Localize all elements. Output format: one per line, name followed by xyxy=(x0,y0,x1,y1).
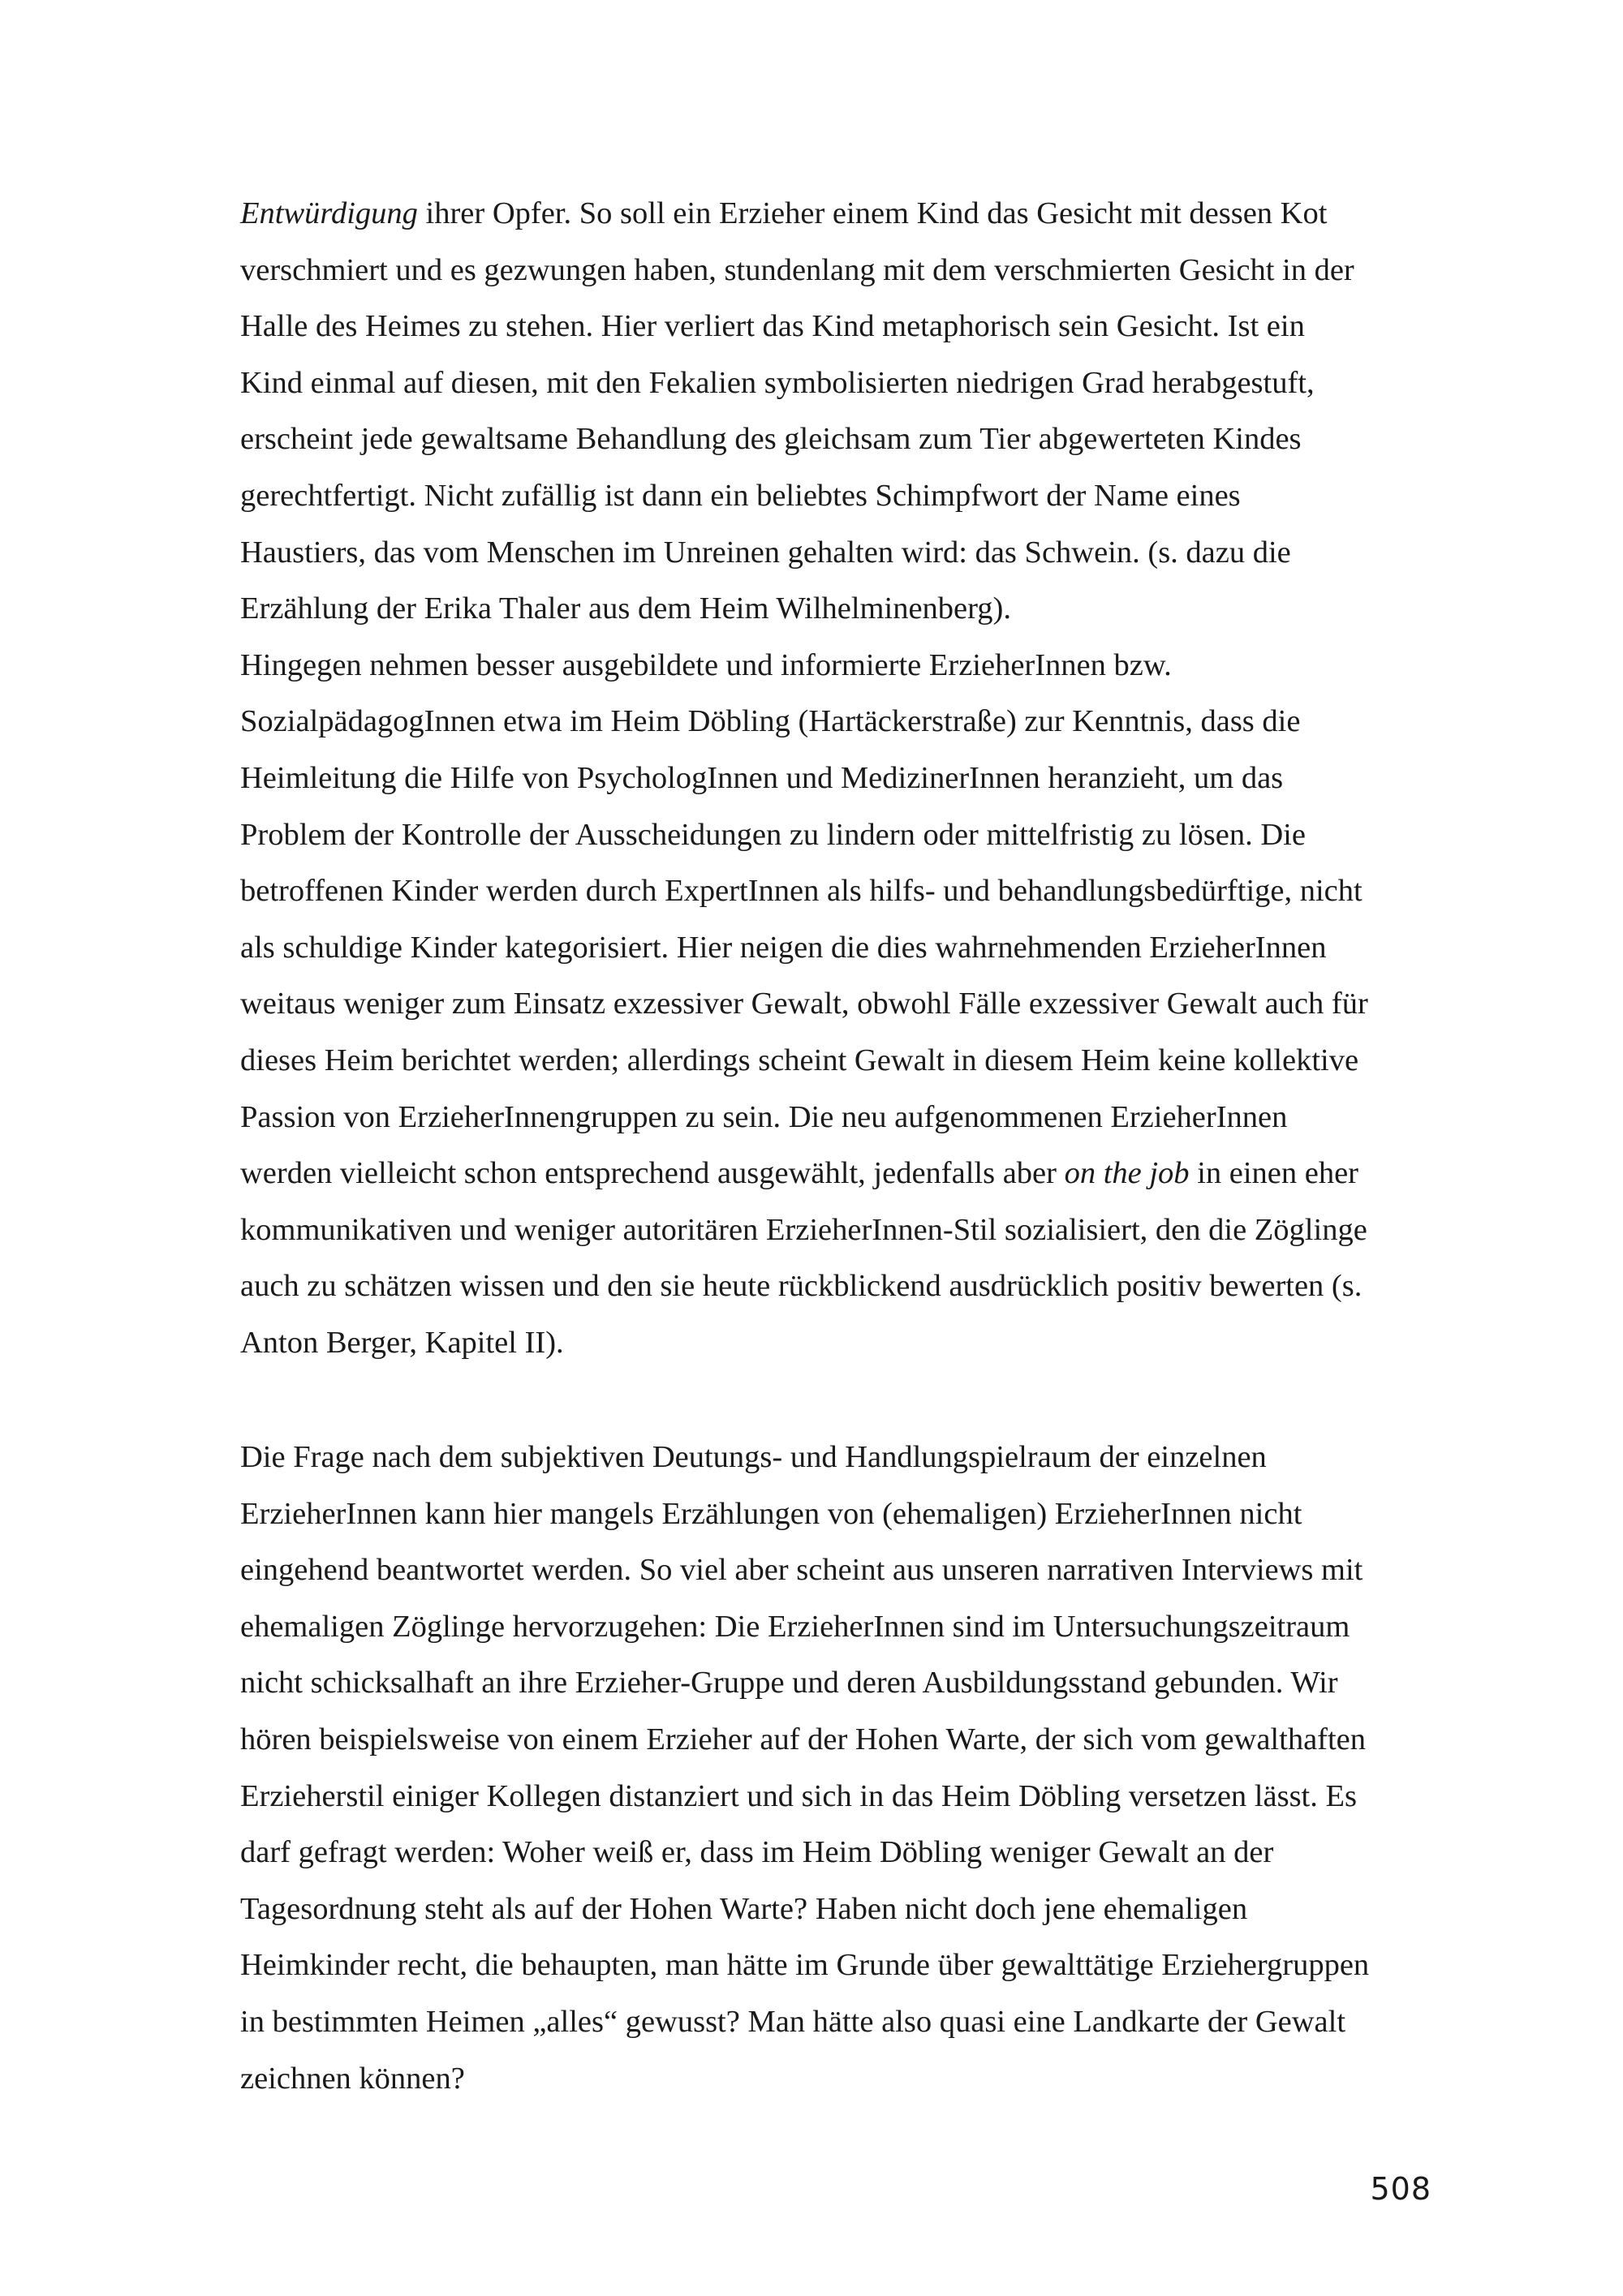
paragraph-line: gerechtfertigt. Nicht zufällig ist dann ein beliebtes Schimpfwort der Name eines xyxy=(240,478,1241,513)
paragraph-line: erscheint jede gewaltsame Behandlung des gleichsam zum Tier abgewerteten Kindes xyxy=(240,422,1302,457)
paragraph-line: Haustiers, das vom Menschen im Unreinen gehalten wird: das Schwein. (s. dazu die xyxy=(240,535,1291,570)
paragraph-line: als schuldige Kinder kategorisiert. Hier neigen die dies wahrnehmenden ErzieherInnen xyxy=(240,930,1327,965)
paragraph-line: Tagesordnung steht als auf der Hohen Warte? Haben nicht doch jene ehemaligen xyxy=(240,1891,1248,1926)
paragraph-line: zeichnen können? xyxy=(240,2061,465,2096)
paragraph-line xyxy=(240,186,1433,243)
paragraph-line: kommunikativen und weniger autoritären ErzieherInnen-Stil sozialisiert, den die Zöglinge xyxy=(240,1212,1367,1247)
paragraph-line: hören beispielsweise von einem Erzieher auf der Hohen Warte, der sich vom gewalthaften xyxy=(240,1722,1367,1756)
paragraph-line: verschmiert und es gezwungen haben, stundenlang mit dem verschmierten Gesicht in der xyxy=(240,252,1354,287)
line-text: in einen eher xyxy=(1189,1156,1359,1191)
paragraph-2 xyxy=(240,1430,1433,2107)
emphasis-text: Entwürdigung xyxy=(240,196,418,230)
paragraph-line: nicht schicksalhaft an ihre Erzieher-Gruppe und deren Ausbildungsstand gebunden. Wir xyxy=(240,1666,1338,1701)
paragraph-line: Die Frage nach dem subjektiven Deutungs- und Handlungspielraum der einzelnen xyxy=(240,1440,1267,1474)
paragraph-line: Passion von ErzieherInnengruppen zu sein. Die neu aufgenommenen ErzieherInnen xyxy=(240,1099,1288,1134)
paragraph-line: betroffenen Kinder werden durch ExpertInnen als hilfs- und behandlungsbedürftige, nicht xyxy=(240,874,1363,909)
paragraph-line: Erzieherstil einiger Kollegen distanziert und sich in das Heim Döbling versetzen lässt. Es xyxy=(240,1778,1357,1813)
paragraph-line: ErzieherInnen kann hier mangels Erzählungen von (ehemaligen) ErzieherInnen nicht xyxy=(240,1496,1302,1531)
page-number: 508 xyxy=(1370,2171,1431,2207)
paragraph-line: eingehend beantwortet werden. So viel aber scheint aus unseren narrativen Interviews mit xyxy=(240,1553,1363,1588)
paragraph-line: dieses Heim berichtet werden; allerdings scheint Gewalt in diesem Heim keine kollektive xyxy=(240,1043,1359,1077)
paragraph-line: darf gefragt werden: Woher weiß er, dass im Heim Döbling weniger Gewalt an der xyxy=(240,1835,1274,1870)
line-text: ihrer Opfer. So soll ein Erzieher einem Kind das Gesicht mit dessen Kot xyxy=(417,196,1328,230)
paragraph-line: Heimkinder recht, die behaupten, man hätte im Grunde über gewalttätige Erziehergruppen xyxy=(240,1948,1370,1983)
paragraph-line: SozialpädagogInnen etwa im Heim Döbling (Hartäckerstraße) zur Kenntnis, dass die xyxy=(240,704,1301,739)
paragraph-line xyxy=(240,1146,1433,1202)
line-text: werden vielleicht schon entsprechend ausgewählt, jedenfalls aber xyxy=(240,1156,1065,1191)
paragraph-line: Heimleitung die Hilfe von PsychologInnen und MedizinerInnen heranzieht, um das xyxy=(240,760,1284,795)
paragraph-line: Erzählung der Erika Thaler aus dem Heim Wilhelminenberg). xyxy=(240,591,1011,626)
paragraph-line: Anton Berger, Kapitel II). xyxy=(240,1325,564,1360)
paragraph-line: Problem der Kontrolle der Ausscheidungen zu lindern oder mittelfristig zu lösen. Die xyxy=(240,817,1306,852)
paragraph-line: ehemaligen Zöglinge hervorzugehen: Die ErzieherInnen sind im Untersuchungszeitraum xyxy=(240,1609,1350,1644)
paragraph-line: Halle des Heimes zu stehen. Hier verliert das Kind metaphorisch sein Gesicht. Ist ein xyxy=(240,309,1305,344)
paragraph-line: weitaus weniger zum Einsatz exzessiver Gewalt, obwohl Fälle exzessiver Gewalt auch für xyxy=(240,987,1368,1021)
paragraph-line: Kind einmal auf diesen, mit den Fekalien symbolisierten niedrigen Grad herabgestuft, xyxy=(240,365,1315,400)
emphasis-text: on the job xyxy=(1064,1156,1190,1191)
paragraph-1 xyxy=(240,186,1433,1371)
paragraph-line: in bestimmten Heimen „alles“ gewusst? Man hätte also quasi eine Landkarte der Gewalt xyxy=(240,2004,1346,2039)
paragraph-line: auch zu schätzen wissen und den sie heute rückblickend ausdrücklich positiv bewerten (s. xyxy=(240,1269,1363,1304)
paragraph-line: Hingegen nehmen besser ausgebildete und informierte ErzieherInnen bzw. xyxy=(240,647,1172,682)
